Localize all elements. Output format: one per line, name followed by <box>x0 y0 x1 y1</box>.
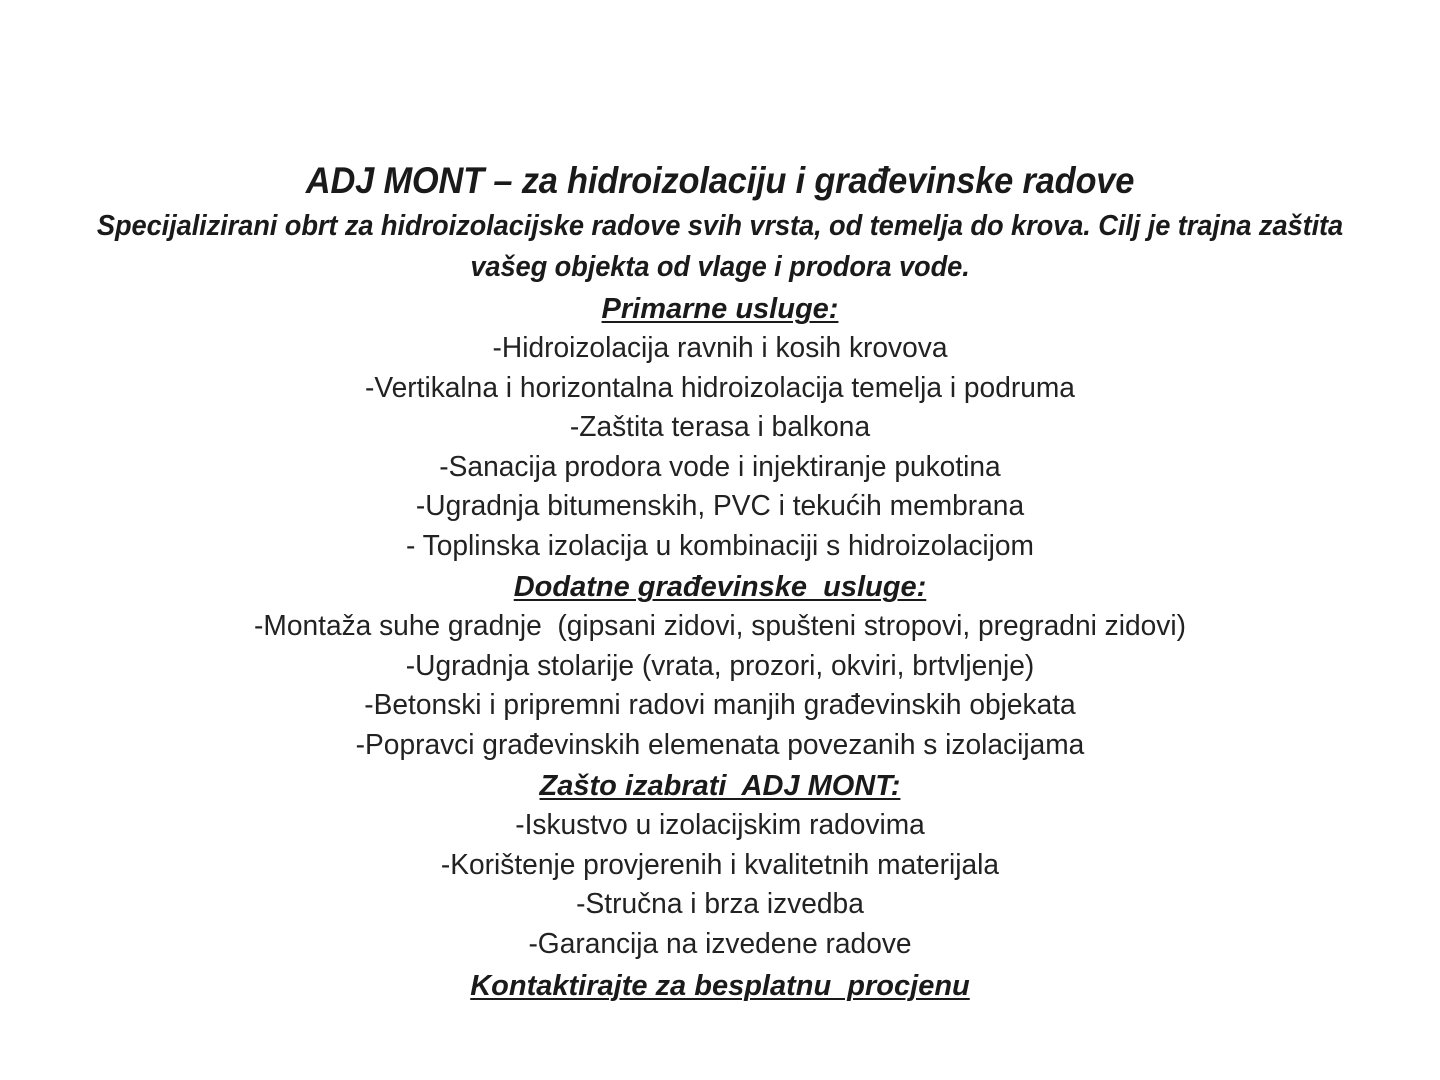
list-item: -Garancija na izvedene radove <box>528 927 912 960</box>
list-item: -Hidroizolacija ravnih i kosih krovova <box>492 332 948 364</box>
section-heading-text: Zašto izabrati ADJ MONT: <box>539 770 901 802</box>
list-item: -Sanacija prodora vode i injektiranje pukotina <box>439 450 1001 483</box>
section-primarne-usluge <box>0 289 1440 566</box>
document-body <box>0 158 1440 1006</box>
list-item: -Ugradnja bitumenskih, PVC i tekućih membrana <box>415 490 1025 522</box>
section-heading <box>0 567 1440 607</box>
call-to-action <box>0 966 1440 1006</box>
service-list <box>0 607 1440 765</box>
section-dodatne-gradevinske-usluge <box>0 567 1440 765</box>
service-list <box>0 806 1440 964</box>
document-subtitle: Specijalizirani obrt za hidroizolacijske radove svih vrsta, od temelja do krova. Cilj je trajna zaštita vašeg objekta od vlage i prodora vode. <box>96 210 1344 283</box>
list-item: -Popravci građevinskih elemenata povezanih s izolacijama <box>355 728 1085 761</box>
section-heading <box>0 766 1440 806</box>
list-item: -Vertikalna i horizontalna hidroizolacija temelja i podruma <box>365 371 1075 404</box>
list-item: -Iskustvo u izolacijskim radovima <box>515 809 925 841</box>
page-title: ADJ MONT – za hidroizolaciju i građevinske radove <box>305 160 1135 201</box>
list-item: -Stručna i brza izvedba <box>576 888 864 920</box>
section-heading <box>0 289 1440 329</box>
list-item: -Zaštita terasa i balkona <box>569 411 871 443</box>
list-item: -Betonski i pripremni radovi manjih građevinskih objekata <box>364 689 1076 721</box>
section-heading-text: Dodatne građevinske usluge: <box>513 571 927 603</box>
list-item: -Montaža suhe gradnje (gipsani zidovi, spušteni stropovi, pregradni zidovi) <box>254 610 1186 642</box>
list-item: -Ugradnja stolarije (vrata, prozori, okviri, brtvljenje) <box>405 649 1035 682</box>
list-item: -Korištenje provjerenih i kvalitetnih materijala <box>440 848 1000 881</box>
section-heading-text: Primarne usluge: <box>601 293 839 325</box>
section-zasto-izabrati <box>0 766 1440 964</box>
service-list <box>0 329 1440 566</box>
call-to-action-text: Kontaktirajte za besplatnu procjenu <box>470 970 970 1002</box>
list-item: - Toplinska izolacija u kombinaciji s hidroizolacijom <box>406 529 1034 562</box>
